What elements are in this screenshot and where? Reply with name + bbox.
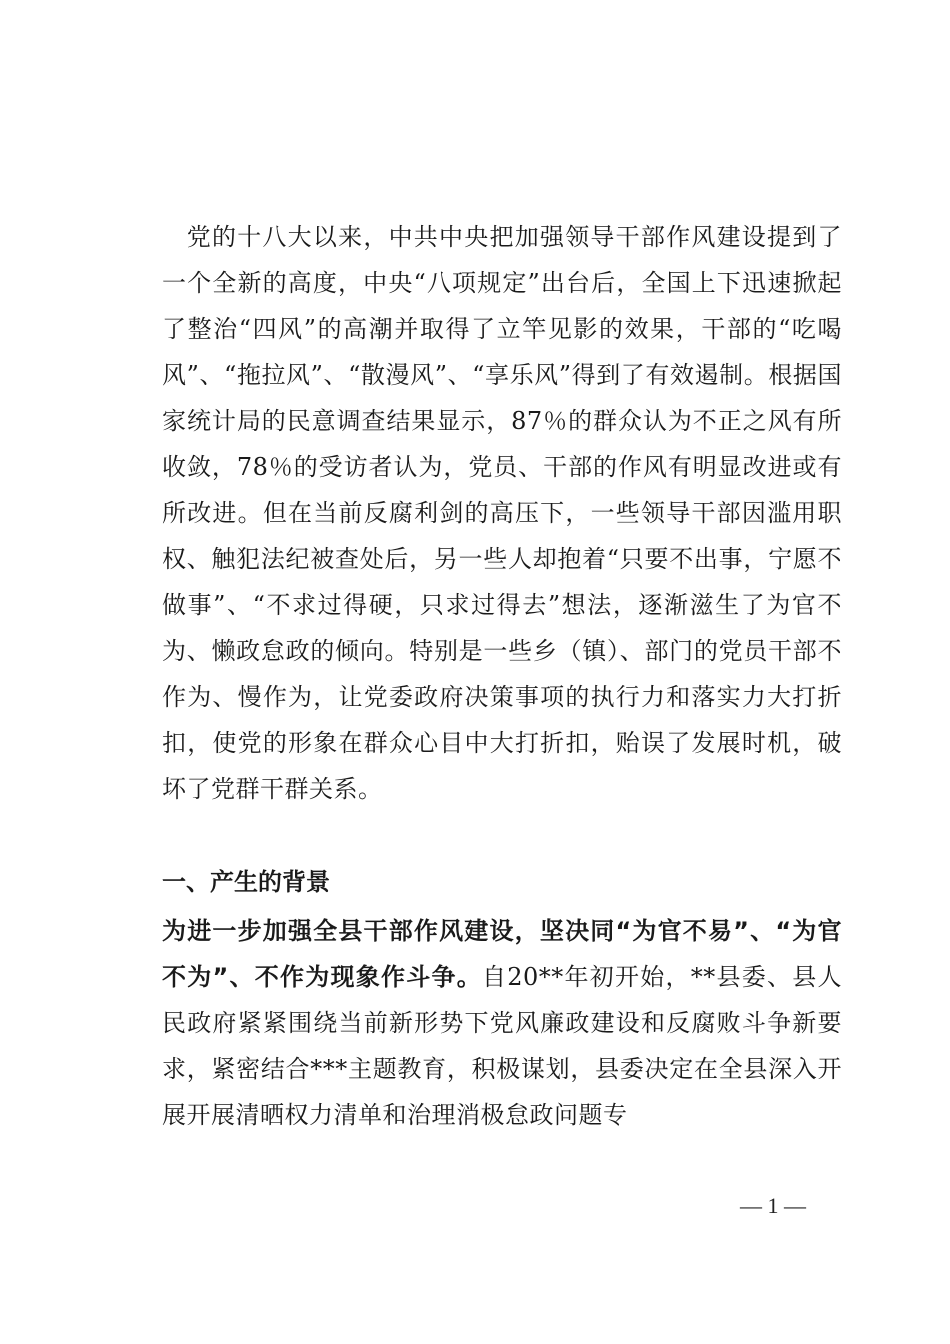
- intro-paragraph-block: [162, 214, 842, 852]
- background-paragraph-text: 自20**年初开始，**县委、县人民政府紧紧围绕当前新形势下党风廉政建设和反腐败斗争新要求，紧密结合***主题教育，积极谋划，县委决定在全县深入开展开展清晒权力清单和治理消极怠政问题专: [162, 963, 842, 1129]
- background-paragraph-block: [162, 908, 842, 1138]
- page-number: — 1 —: [740, 1193, 806, 1218]
- intro-paragraph: [162, 214, 842, 812]
- background-lead-sentence: 为进一步加强全县干部作风建设，坚决同“为官不易”、“为官不为”、不作为现象作斗争。: [162, 917, 842, 991]
- section-heading: 一、产生的背景: [162, 868, 330, 896]
- intro-paragraph-text: 党的十八大以来，中共中央把加强领导干部作风建设提到了一个全新的高度，中央“八项规定”出台后，全国上下迅速掀起了整治“四风”的高潮并取得了立竿见影的效果，干部的“吃喝风”、“拖拉风”、“散漫风”、“享乐风”得到了有效遏制。根据国家统计局的民意调查结果显示，87％的群众认为不正之风有所收敛，78％的受访者认为，党员、干部的作风有明显改进或有所改进。但在当前反腐利剑的高压下，一些领导干部因滥用职权、触犯法纪被查处后，另一些人却抱着“只要不出事，宁愿不做事”、“不求过得硬，只求过得去”想法，逐渐滋生了为官不为、懒政怠政的倾向。特别是一些乡（镇）、部门的党员干部不作为、慢作为，让党委政府决策事项的执行力和落实力大打折扣，使党的形象在群众心目中大打折扣，贻误了发展时机，破坏了党群干群关系。: [162, 223, 842, 803]
- background-paragraph: [162, 908, 842, 1138]
